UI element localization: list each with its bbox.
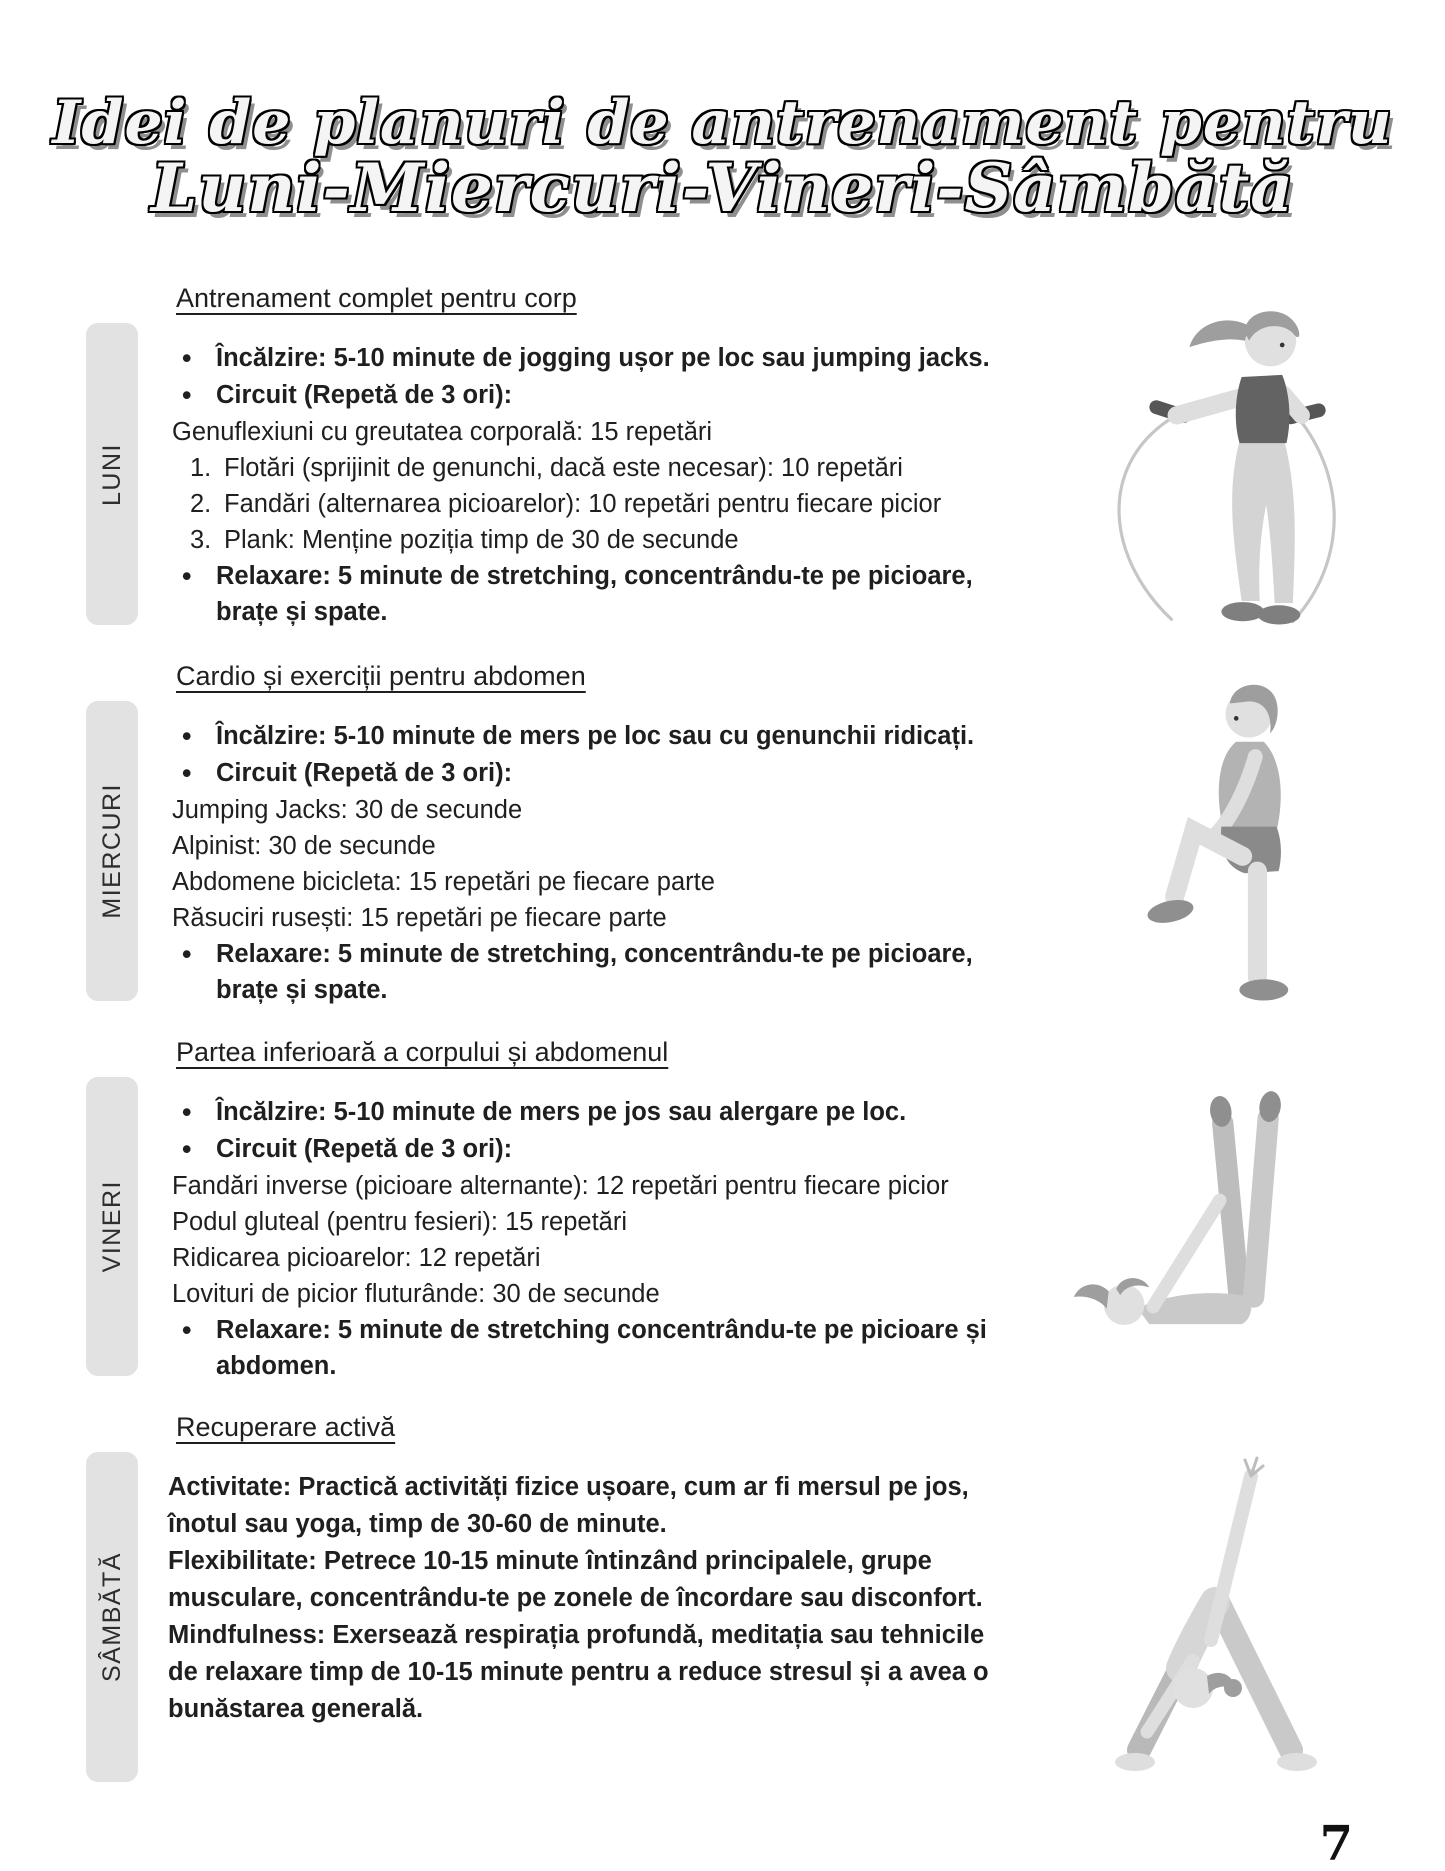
- section-content: [142, 1035, 1014, 1384]
- page-footer: [0, 1816, 1445, 1871]
- item-text: Încălzire: 5-10 minute de mers pe jos sau alergare pe loc.: [216, 1098, 907, 1127]
- section-items: [168, 1094, 1014, 1384]
- section-item: [182, 755, 1014, 792]
- item-text: Plank: Menține poziția timp de 30 de secunde: [224, 526, 739, 555]
- day-label-bar: [86, 701, 138, 1001]
- illustration-column: [1014, 1035, 1445, 1384]
- section-content: [142, 1410, 1014, 1790]
- title-line-2: Luni-Miercuri-Vineri-Sâmbătă: [150, 149, 1295, 228]
- day-label-bar: [86, 1452, 138, 1782]
- bullet-dot-icon: [182, 718, 216, 755]
- illustration-column: [1014, 281, 1445, 633]
- day-label: MIERCURI: [97, 783, 126, 919]
- section-item: [182, 718, 1014, 755]
- day-column: [86, 281, 142, 633]
- item-text: Relaxare: 5 minute de stretching, concentrându-te pe picioare, brațe și spate.: [216, 940, 973, 1005]
- section-item: Fandări inverse (picioare alternante): 12 repetări pentru fiecare picior: [172, 1172, 949, 1201]
- section-item: [182, 340, 1014, 377]
- section-items: [168, 718, 1014, 1008]
- section-item: [182, 936, 1014, 1008]
- bullet-dot-icon: [182, 755, 216, 792]
- bullet-dot-icon: [182, 936, 216, 1008]
- bullet-dot-icon: [182, 558, 216, 630]
- section-miercuri: [86, 659, 1445, 1009]
- section-item: Ridicarea picioarelor: 12 repetări: [172, 1244, 541, 1273]
- item-text: Relaxare: 5 minute de stretching, concentrându-te pe picioare, brațe și spate.: [216, 562, 973, 627]
- section-item: Lovituri de picior fluturânde: 30 de secunde: [172, 1280, 660, 1309]
- section-item: [190, 486, 1014, 522]
- section-items: [168, 1469, 1014, 1728]
- section-item: [182, 377, 1014, 414]
- day-label: SÂMBĂTĂ: [97, 1552, 126, 1682]
- section-heading: Partea inferioară a corpului și abdomenul: [176, 1037, 669, 1068]
- item-text: Circuit (Repetă de 3 ori):: [216, 1135, 513, 1164]
- section-item: Răsuciri rusești: 15 repetări pe fiecare parte: [172, 904, 667, 933]
- woman-stretching-illustration: [1060, 1410, 1370, 1790]
- section-vineri: [86, 1035, 1445, 1384]
- section-item: Abdomene bicicleta: 15 repetări pe fiecare parte: [172, 868, 715, 897]
- section-heading: Recuperare activă: [176, 1412, 396, 1443]
- day-label-bar: [86, 1077, 138, 1376]
- section-item: Jumping Jacks: 30 de secunde: [172, 796, 523, 825]
- bullet-dot-icon: [182, 1094, 216, 1131]
- item-text: Încălzire: 5-10 minute de mers pe loc sau cu genunchii ridicați.: [216, 722, 975, 751]
- section-sâmbătă: [86, 1410, 1445, 1790]
- page-number: 7: [1319, 1816, 1353, 1871]
- section-content: [142, 281, 1014, 633]
- section-item: [182, 1312, 1014, 1384]
- section-heading: Antrenament complet pentru corp: [176, 283, 577, 314]
- illustration-column: [1014, 659, 1445, 1009]
- illustration-column: [1014, 1410, 1445, 1790]
- section-item: Mindfulness: Exersează respirația profundă, meditația sau tehnicile de relaxare timp de 10-15 minute pentru a reduce stresul și a avea o bunăstarea generală.: [168, 1621, 989, 1724]
- section-item: [182, 558, 1014, 630]
- woman-jumping-rope-illustration: [1065, 281, 1365, 633]
- section-heading: Cardio și exerciții pentru abdomen: [176, 661, 586, 692]
- day-column: [86, 1410, 142, 1790]
- woman-legs-raised-illustration: [1060, 1065, 1370, 1355]
- title-line-1: Idei de planuri de antrenament pentru: [52, 88, 1393, 158]
- item-number: 1.: [190, 454, 212, 483]
- item-text: Flotări (sprijinit de genunchi, dacă este necesar): 10 repetări: [224, 454, 903, 483]
- item-text: Circuit (Repetă de 3 ori):: [216, 381, 513, 410]
- bullet-dot-icon: [182, 1312, 216, 1384]
- day-label: VINERI: [97, 1180, 126, 1273]
- section-luni: [86, 281, 1445, 633]
- section-items: [168, 340, 1014, 630]
- item-number: 2.: [190, 490, 212, 519]
- section-item: Alpinist: 30 de secunde: [172, 832, 436, 861]
- day-column: [86, 1035, 142, 1384]
- section-item: [190, 522, 1014, 558]
- bullet-dot-icon: [182, 377, 216, 414]
- section-item: Podul gluteal (pentru fesieri): 15 repetări: [172, 1208, 628, 1237]
- section-content: [142, 659, 1014, 1009]
- section-item: Genuflexiuni cu greutatea corporală: 15 repetări: [172, 418, 713, 447]
- section-item: Flexibilitate: Petrece 10-15 minute întinzând principalele, grupe musculare, concentrându-te pe zonele de încordare sau disconfort.: [168, 1547, 983, 1613]
- section-item: Activitate: Practică activități fizice ușoare, cum ar fi mersul pe jos, înotul sau yoga, timp de 30-60 de minute.: [168, 1473, 969, 1539]
- day-label-bar: [86, 323, 138, 625]
- sections-container: [0, 281, 1445, 1816]
- item-text: Circuit (Repetă de 3 ori):: [216, 759, 513, 788]
- section-item: [182, 1094, 1014, 1131]
- bullet-dot-icon: [182, 340, 216, 377]
- man-marching-illustration: [1080, 659, 1350, 1009]
- item-number: 3.: [190, 526, 212, 555]
- section-item: [190, 450, 1014, 486]
- section-item: [182, 1131, 1014, 1168]
- item-text: Fandări (alternarea picioarelor): 10 repetări pentru fiecare picior: [224, 490, 942, 519]
- day-column: [86, 659, 142, 1009]
- item-text: Încălzire: 5-10 minute de jogging ușor pe loc sau jumping jacks.: [216, 344, 990, 373]
- day-label: LUNI: [97, 442, 126, 506]
- page-title: [0, 88, 1445, 228]
- item-text: Relaxare: 5 minute de stretching concentrându-te pe picioare și abdomen.: [216, 1316, 987, 1381]
- bullet-dot-icon: [182, 1131, 216, 1168]
